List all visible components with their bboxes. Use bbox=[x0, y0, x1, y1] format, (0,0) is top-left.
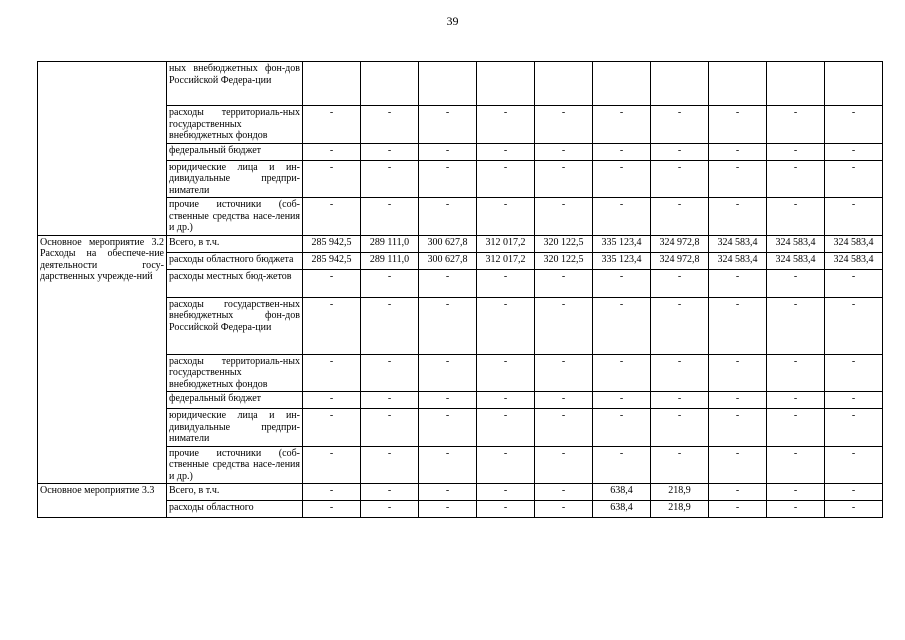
amount-cell bbox=[419, 62, 477, 106]
amount-cell: - bbox=[303, 484, 361, 501]
amount-cell: - bbox=[477, 501, 535, 518]
funding-source-cell: расходы местных бюд-жетов bbox=[167, 269, 303, 297]
amount-cell: - bbox=[361, 106, 419, 144]
amount-cell: - bbox=[651, 198, 709, 236]
funding-source-cell: расходы территориаль-ных государственных внебюджетных фондов bbox=[167, 106, 303, 144]
amount-cell: - bbox=[535, 269, 593, 297]
amount-cell: - bbox=[709, 297, 767, 354]
funding-source-cell: федеральный бюджет bbox=[167, 143, 303, 160]
amount-cell: - bbox=[593, 143, 651, 160]
amount-cell: - bbox=[709, 269, 767, 297]
amount-cell: - bbox=[419, 160, 477, 198]
table-row bbox=[38, 62, 883, 106]
amount-cell: - bbox=[361, 160, 419, 198]
amount-cell bbox=[361, 62, 419, 106]
amount-cell: - bbox=[825, 297, 883, 354]
amount-cell: - bbox=[535, 198, 593, 236]
amount-cell: - bbox=[593, 106, 651, 144]
amount-cell: - bbox=[709, 409, 767, 447]
amount-cell: - bbox=[709, 106, 767, 144]
amount-cell: - bbox=[825, 392, 883, 409]
amount-cell: - bbox=[767, 392, 825, 409]
amount-cell: - bbox=[709, 446, 767, 484]
amount-cell: 320 122,5 bbox=[535, 252, 593, 269]
amount-cell: - bbox=[767, 198, 825, 236]
amount-cell: 289 111,0 bbox=[361, 235, 419, 252]
amount-cell: 324 583,4 bbox=[767, 235, 825, 252]
amount-cell: - bbox=[477, 409, 535, 447]
amount-cell: - bbox=[767, 297, 825, 354]
amount-cell: - bbox=[419, 106, 477, 144]
amount-cell: - bbox=[419, 501, 477, 518]
amount-cell: 289 111,0 bbox=[361, 252, 419, 269]
budget-table-body bbox=[38, 62, 883, 518]
amount-cell: - bbox=[477, 392, 535, 409]
amount-cell: - bbox=[767, 484, 825, 501]
amount-cell: - bbox=[477, 297, 535, 354]
table-row bbox=[38, 484, 883, 501]
amount-cell bbox=[651, 62, 709, 106]
amount-cell: - bbox=[825, 484, 883, 501]
amount-cell: 324 972,8 bbox=[651, 252, 709, 269]
amount-cell: - bbox=[709, 160, 767, 198]
amount-cell: 218,9 bbox=[651, 501, 709, 518]
amount-cell: - bbox=[651, 409, 709, 447]
amount-cell: - bbox=[361, 501, 419, 518]
amount-cell: - bbox=[419, 446, 477, 484]
amount-cell: 324 583,4 bbox=[709, 252, 767, 269]
funding-source-cell: расходы территориаль-ных государственных внебюджетных фондов bbox=[167, 354, 303, 392]
amount-cell: 324 972,8 bbox=[651, 235, 709, 252]
amount-cell: - bbox=[535, 446, 593, 484]
amount-cell: - bbox=[825, 269, 883, 297]
amount-cell: - bbox=[535, 160, 593, 198]
amount-cell: 324 583,4 bbox=[825, 235, 883, 252]
funding-source-cell: юридические лица и ин-дивидуальные предпри-ниматели bbox=[167, 409, 303, 447]
amount-cell: - bbox=[535, 409, 593, 447]
amount-cell: - bbox=[825, 106, 883, 144]
funding-source-cell: юридические лица и ин-дивидуальные предпри-ниматели bbox=[167, 160, 303, 198]
amount-cell: - bbox=[825, 354, 883, 392]
funding-source-cell: прочие источники (соб-ственные средства насе-ления и др.) bbox=[167, 198, 303, 236]
amount-cell: - bbox=[593, 446, 651, 484]
amount-cell: 300 627,8 bbox=[419, 252, 477, 269]
amount-cell: - bbox=[825, 143, 883, 160]
amount-cell: 324 583,4 bbox=[767, 252, 825, 269]
funding-source-cell: ных внебюджетных фон-дов Российской Федера-ции bbox=[167, 62, 303, 106]
amount-cell: - bbox=[767, 409, 825, 447]
activity-name-cell bbox=[38, 62, 167, 236]
amount-cell: - bbox=[767, 160, 825, 198]
amount-cell: - bbox=[303, 297, 361, 354]
amount-cell: 218,9 bbox=[651, 484, 709, 501]
funding-source-cell: федеральный бюджет bbox=[167, 392, 303, 409]
amount-cell bbox=[535, 62, 593, 106]
budget-table bbox=[37, 61, 883, 518]
funding-source-cell: Всего, в т.ч. bbox=[167, 484, 303, 501]
amount-cell: - bbox=[419, 198, 477, 236]
amount-cell: - bbox=[419, 297, 477, 354]
amount-cell: - bbox=[593, 409, 651, 447]
amount-cell: - bbox=[709, 354, 767, 392]
amount-cell: 285 942,5 bbox=[303, 252, 361, 269]
amount-cell: - bbox=[477, 143, 535, 160]
amount-cell bbox=[477, 62, 535, 106]
amount-cell: - bbox=[477, 106, 535, 144]
amount-cell: - bbox=[477, 198, 535, 236]
amount-cell: - bbox=[825, 160, 883, 198]
amount-cell: 285 942,5 bbox=[303, 235, 361, 252]
amount-cell: - bbox=[477, 269, 535, 297]
amount-cell bbox=[767, 62, 825, 106]
amount-cell: - bbox=[767, 354, 825, 392]
amount-cell: - bbox=[709, 501, 767, 518]
amount-cell: - bbox=[535, 106, 593, 144]
amount-cell: - bbox=[535, 297, 593, 354]
amount-cell: - bbox=[593, 392, 651, 409]
amount-cell: - bbox=[767, 269, 825, 297]
amount-cell: - bbox=[709, 198, 767, 236]
amount-cell: - bbox=[651, 446, 709, 484]
amount-cell: - bbox=[709, 392, 767, 409]
activity-name-cell: Основное мероприятие 3.2 Расходы на обеспече-ние деятельности госу-дарственных учрежде-ний bbox=[38, 235, 167, 484]
amount-cell: - bbox=[651, 392, 709, 409]
amount-cell: - bbox=[535, 143, 593, 160]
amount-cell: - bbox=[419, 392, 477, 409]
amount-cell: - bbox=[477, 484, 535, 501]
amount-cell: - bbox=[825, 198, 883, 236]
amount-cell bbox=[709, 62, 767, 106]
funding-source-cell: расходы областного bbox=[167, 501, 303, 518]
amount-cell: - bbox=[303, 143, 361, 160]
amount-cell: - bbox=[419, 269, 477, 297]
amount-cell: - bbox=[651, 143, 709, 160]
amount-cell: - bbox=[477, 446, 535, 484]
amount-cell: - bbox=[361, 269, 419, 297]
amount-cell: - bbox=[419, 484, 477, 501]
amount-cell: - bbox=[651, 160, 709, 198]
amount-cell: - bbox=[419, 409, 477, 447]
funding-source-cell: Всего, в т.ч. bbox=[167, 235, 303, 252]
amount-cell: - bbox=[535, 501, 593, 518]
amount-cell: - bbox=[651, 269, 709, 297]
amount-cell: - bbox=[535, 392, 593, 409]
amount-cell: - bbox=[651, 354, 709, 392]
amount-cell: 638,4 bbox=[593, 501, 651, 518]
amount-cell: - bbox=[593, 354, 651, 392]
amount-cell: 335 123,4 bbox=[593, 235, 651, 252]
amount-cell: - bbox=[651, 106, 709, 144]
amount-cell: - bbox=[419, 143, 477, 160]
amount-cell: - bbox=[535, 484, 593, 501]
amount-cell: - bbox=[361, 446, 419, 484]
amount-cell bbox=[593, 62, 651, 106]
amount-cell: - bbox=[361, 392, 419, 409]
amount-cell: - bbox=[767, 446, 825, 484]
amount-cell bbox=[303, 62, 361, 106]
amount-cell: - bbox=[593, 269, 651, 297]
amount-cell: 324 583,4 bbox=[825, 252, 883, 269]
amount-cell: - bbox=[477, 160, 535, 198]
amount-cell: - bbox=[303, 409, 361, 447]
funding-source-cell: расходы областного бюджета bbox=[167, 252, 303, 269]
amount-cell: - bbox=[303, 269, 361, 297]
amount-cell: - bbox=[303, 106, 361, 144]
amount-cell: - bbox=[361, 198, 419, 236]
amount-cell: - bbox=[303, 198, 361, 236]
amount-cell: - bbox=[361, 354, 419, 392]
amount-cell: - bbox=[825, 409, 883, 447]
amount-cell: - bbox=[477, 354, 535, 392]
amount-cell: 638,4 bbox=[593, 484, 651, 501]
table-row bbox=[38, 235, 883, 252]
amount-cell: - bbox=[767, 106, 825, 144]
amount-cell: - bbox=[361, 297, 419, 354]
amount-cell: - bbox=[361, 409, 419, 447]
amount-cell: - bbox=[825, 501, 883, 518]
amount-cell: 335 123,4 bbox=[593, 252, 651, 269]
amount-cell: - bbox=[651, 297, 709, 354]
amount-cell: - bbox=[361, 484, 419, 501]
amount-cell: - bbox=[303, 501, 361, 518]
amount-cell: - bbox=[361, 143, 419, 160]
amount-cell: 312 017,2 bbox=[477, 235, 535, 252]
amount-cell: - bbox=[767, 143, 825, 160]
amount-cell: - bbox=[303, 446, 361, 484]
amount-cell: - bbox=[593, 160, 651, 198]
amount-cell: - bbox=[303, 354, 361, 392]
activity-name-cell: Основное мероприятие 3.3 bbox=[38, 484, 167, 518]
amount-cell: 324 583,4 bbox=[709, 235, 767, 252]
amount-cell: - bbox=[767, 501, 825, 518]
amount-cell: 312 017,2 bbox=[477, 252, 535, 269]
amount-cell: 320 122,5 bbox=[535, 235, 593, 252]
amount-cell: - bbox=[593, 198, 651, 236]
amount-cell: - bbox=[709, 484, 767, 501]
amount-cell: 300 627,8 bbox=[419, 235, 477, 252]
amount-cell: - bbox=[825, 446, 883, 484]
amount-cell: - bbox=[419, 354, 477, 392]
amount-cell: - bbox=[535, 354, 593, 392]
amount-cell: - bbox=[593, 297, 651, 354]
amount-cell bbox=[825, 62, 883, 106]
funding-source-cell: расходы государствен-ных внебюджетных фон-дов Российской Федера-ции bbox=[167, 297, 303, 354]
page-number: 39 bbox=[446, 14, 459, 28]
amount-cell: - bbox=[303, 392, 361, 409]
amount-cell: - bbox=[303, 160, 361, 198]
amount-cell: - bbox=[709, 143, 767, 160]
funding-source-cell: прочие источники (соб-ственные средства насе-ления и др.) bbox=[167, 446, 303, 484]
